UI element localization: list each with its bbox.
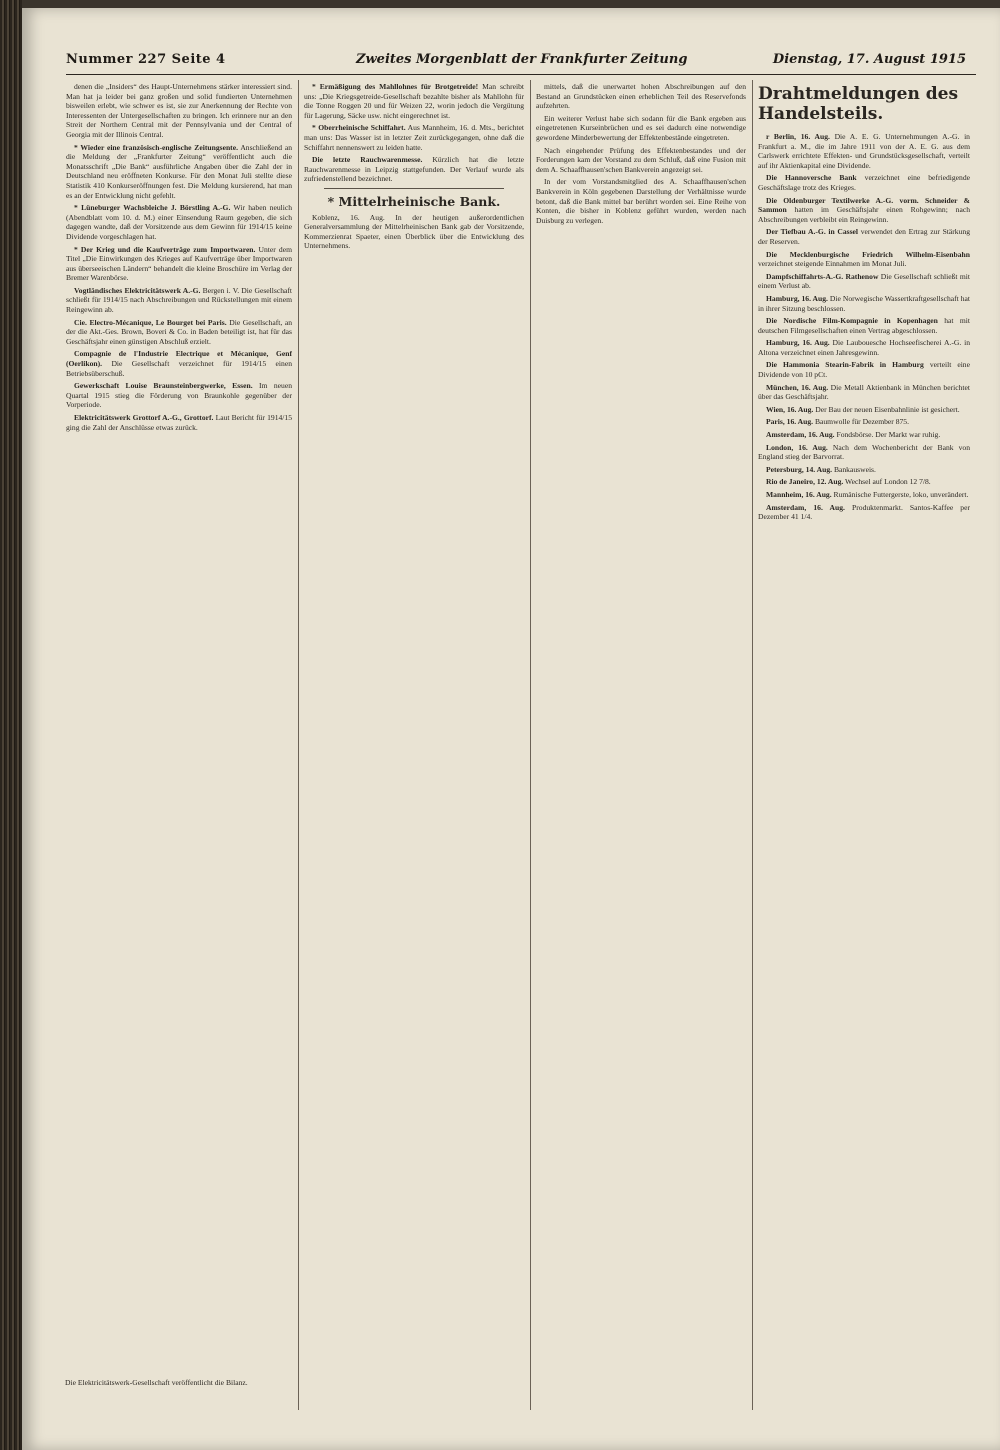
- telegram-item: Dampfschiffahrts-A.-G. Rathenow Die Gesellschaft schließt mit einem Verlust ab.: [758, 271, 970, 291]
- article-paragraph: Compagnie de l'Industrie Electrique et Mécanique, Genf (Oerlikon). Die Gesellschaft verzeichnet für 1914/15 einen Betriebsüberschuß.: [66, 349, 292, 378]
- newspaper-title: Zweites Morgenblatt der Frankfurter Zeitung: [356, 52, 688, 67]
- issue-number: Nummer 227 Seite 4: [66, 52, 226, 67]
- article-paragraph: Die letzte Rauchwarenmesse. Kürzlich hat die letzte Rauchwarenmesse in Leipzig stattgefunden. Der Verlauf wurde als zufriedenstellend bezeichnet.: [304, 155, 524, 184]
- telegram-item: Der Tiefbau A.-G. in Cassel verwendet den Ertrag zur Stärkung der Reserven.: [758, 227, 970, 246]
- article-paragraph: Koblenz, 16. Aug. In der heutigen außerordentlichen Generalversammlung der Mittelrheinischen Bank gab der Vorsitzende, Kommerzienrat Spaeter, einen Überblick über die Entwicklung des Unternehmens.: [304, 212, 524, 251]
- column-3: [536, 82, 746, 1402]
- telegram-item: Amsterdam, 16. Aug. Produktenmarkt. Santos-Kaffee per Dezember 41 1/4.: [758, 502, 970, 522]
- telegram-item: Die Mecklenburgische Friedrich Wilhelm-Eisenbahn verzeichnet steigende Einnahmen im Monat Juli.: [758, 249, 970, 269]
- column-rule: [752, 80, 753, 1410]
- telegram-item: Paris, 16. Aug. Baumwolle für Dezember 875.: [766, 417, 909, 427]
- telegram-item: Mannheim, 16. Aug. Rumänische Futtergerste, loko, unverändert.: [766, 490, 969, 499]
- column-rule: [298, 80, 299, 1410]
- telegram-item: r Berlin, 16. Aug. Die A. E. G. Unternehmungen A.-G. in Frankfurt a. M., die im Jahre 1911 von der A. E. G. aus dem Carlswerk errichtete Effekten- und Grundstücksgesellschaft, verteilt auf ihr Aktienkapital eine Dividende.: [758, 132, 970, 170]
- article-heading: * Mittelrheinische Bank.: [327, 193, 501, 209]
- article-paragraph: * Lüneburger Wachsbleiche J. Börstling A.-G. Wir haben neulich (Abendblatt vom 10. d. M.) einer Einsendung Raum gegeben, die sich dagegen wandte, daß der Vorsitzende aus dem Gewinn für 1914/15 keine Dividende vorgeschlagen hat.: [66, 203, 292, 241]
- article-paragraph: * Wieder eine französisch-englische Zeitungsente. Anschließend an die Meldung der „Frankfurter Zeitung“ veröffentlicht auch die Monatsschrift „Die Bank“ ausführliche Angaben über die Zahl der in Deutschland neu eröffneten Konkurse. Für den Monat Juli stellte diese Statistik 410 Konkurseröffnungen fest. Die Meldung kursierend, hat man es an der Entwicklung nicht gefehlt.: [66, 142, 292, 200]
- telegram-item: London, 16. Aug. Nach dem Wochenbericht der Bank von England stieg der Barvorrat.: [758, 442, 970, 462]
- section-divider: [324, 188, 504, 189]
- article-paragraph: * Der Krieg und die Kaufverträge zum Importwaren. Unter dem Titel „Die Einwirkungen des Krieges auf Kaufverträge über Importwaren aus überseeischen Ländern“ behandelt die kleine Broschüre im Verlag der Bremer Warenbörse.: [66, 244, 292, 283]
- telegram-item: Die Nordische Film-Kompagnie in Kopenhagen hat mit deutschen Filmgesellschaften einen Vertrag abgeschlossen.: [758, 316, 970, 335]
- article-paragraph: denen die „Insiders“ des Haupt-Unternehmens stärker interessiert sind. Man hat ja leider bei ganz großen und solid fundierten Unternehmen bisweilen erlebt, wie schwer es ist, sie zur Anerkennung der Rechte von Interessenten der Untergesellschaften zu bringen. Ich erinnere nur an den Streit der Northern Central mit der Pennsylvania und der Central of Georgia mit der Illinois Central.: [66, 82, 292, 139]
- article-paragraph: Elektricitätswerk Grottorf A.-G., Grottorf. Laut Bericht für 1914/15 ging die Zahl der Anschlüsse etwas zurück.: [66, 413, 292, 432]
- telegram-item: Die Hannoversche Bank verzeichnet eine befriedigende Geschäftslage trotz des Krieges.: [758, 173, 970, 192]
- article-paragraph: mittels, daß die unerwartet hohen Abschreibungen auf den Bestand an Grundstücken einen erheblichen Teil des Reservefonds aufzehrten.: [536, 82, 746, 111]
- telegram-item: Amsterdam, 16. Aug. Fondsbörse. Der Markt war ruhig.: [766, 430, 941, 440]
- footer-note: Die Elektricitätswerk-Gesellschaft veröffentlicht die Bilanz.: [65, 1378, 248, 1387]
- column-rule: [530, 80, 531, 1410]
- column-2: [304, 82, 524, 1402]
- telegram-item: Hamburg, 16. Aug. Die Norwegische Wassertkraftgesellschaft hat in ihrer Sitzung beschlossen.: [758, 293, 970, 313]
- article-paragraph: Nach eingehender Prüfung des Effektenbestandes und der Forderungen kam der Vorstand zu dem Schluß, daß eine Fusion mit dem A. Schaaffhausen'schen Bankverein angezeigt sei.: [536, 145, 746, 174]
- telegram-item: München, 16. Aug. Die Metall Aktienbank in München berichtet über das Geschäftsjahr.: [758, 382, 970, 402]
- telegram-item: Wien, 16. Aug. Der Bau der neuen Eisenbahnlinie ist gesichert.: [766, 404, 960, 414]
- telegram-item: Die Hammonia Stearin-Fabrik in Hamburg verteilt eine Dividende von 10 pCt.: [758, 360, 970, 380]
- article-paragraph: In der vom Vorstandsmitglied des A. Schaaffhausen'schen Bankverein in Köln gegebenen Darstellung der Verhältnisse wurde betont, daß die Bank mittel bar berührt worden sei. Eine Reihe von Konten, die bisher in Koblenz geführt wurden, werden nach Duisburg zu verlegen.: [536, 177, 746, 225]
- article-paragraph: Gewerkschaft Louise Braunsteinbergwerke, Essen. Im neuen Quartal 1915 stieg die Förderung von Braunkohle gegenüber der Vorperiode.: [66, 381, 292, 410]
- section-title: Drahtmeldungen des Handelsteils.: [758, 84, 959, 124]
- telegram-item: Hamburg, 16. Aug. Die Laubouesche Hochseefischerei A.-G. in Altona verzeichnet einen Jahresgewinn.: [758, 338, 970, 357]
- article-paragraph: Cie. Electro-Mécanique, Le Bourget bei Paris. Die Gesellschaft, an der die Akt.-Ges. Brown, Boveri & Co. in Baden beteiligt ist, hat für das Geschäftsjahr einen günstigen Abschluß erzielt.: [66, 317, 292, 346]
- article-paragraph: Ein weiterer Verlust habe sich sodann für die Bank ergeben aus eingetretenen Kurseinbrüchen und es sei dadurch eine notwendige gewordene Minderbewertung der Effektenbestände eingetreten.: [536, 113, 746, 142]
- article-paragraph: * Oberrheinische Schiffahrt. Aus Mannheim, 16. d. Mts., berichtet man uns: Das Wasser ist in letzter Zeit zurückgegangen, ohne daß die Schiffahrt nennenswert zu leiden hatte.: [304, 123, 524, 152]
- article-paragraph: Vogtländisches Elektricitätswerk A.-G. Bergen i. V. Die Gesellschaft schließt für 1914/15 nach Abschreibungen und Rückstellungen mit einem Reingewinn ab.: [66, 285, 292, 315]
- telegram-item: Rio de Janeiro, 12. Aug. Wechsel auf London 12 7/8.: [766, 477, 931, 487]
- article-paragraph: * Ermäßigung des Mahllohnes für Brotgetreide! Man schreibt uns: „Die Kriegsgetreide-Gesellschaft bezahlte bisher als Mahllohn für die Tonne Roggen 20 und für Weizen 22, worin jedoch die Vergütung für Lagerung, Säcke usw. nicht eingerechnet ist.: [304, 82, 524, 120]
- telegram-item: Die Oldenburger Textilwerke A.-G. vorm. Schneider & Sammon hatten im Geschäftsjahr einen Rohgewinn; nach Abschreibungen verbleibt ein Reingewinn.: [758, 195, 970, 224]
- telegram-item: Petersburg, 14. Aug. Bankausweis.: [766, 464, 876, 474]
- page-header: [66, 50, 976, 75]
- book-binding: [0, 0, 22, 1450]
- column-1: [66, 82, 292, 1402]
- column-4: [758, 82, 970, 1402]
- issue-date: Dienstag, 17. August 1915: [772, 52, 966, 67]
